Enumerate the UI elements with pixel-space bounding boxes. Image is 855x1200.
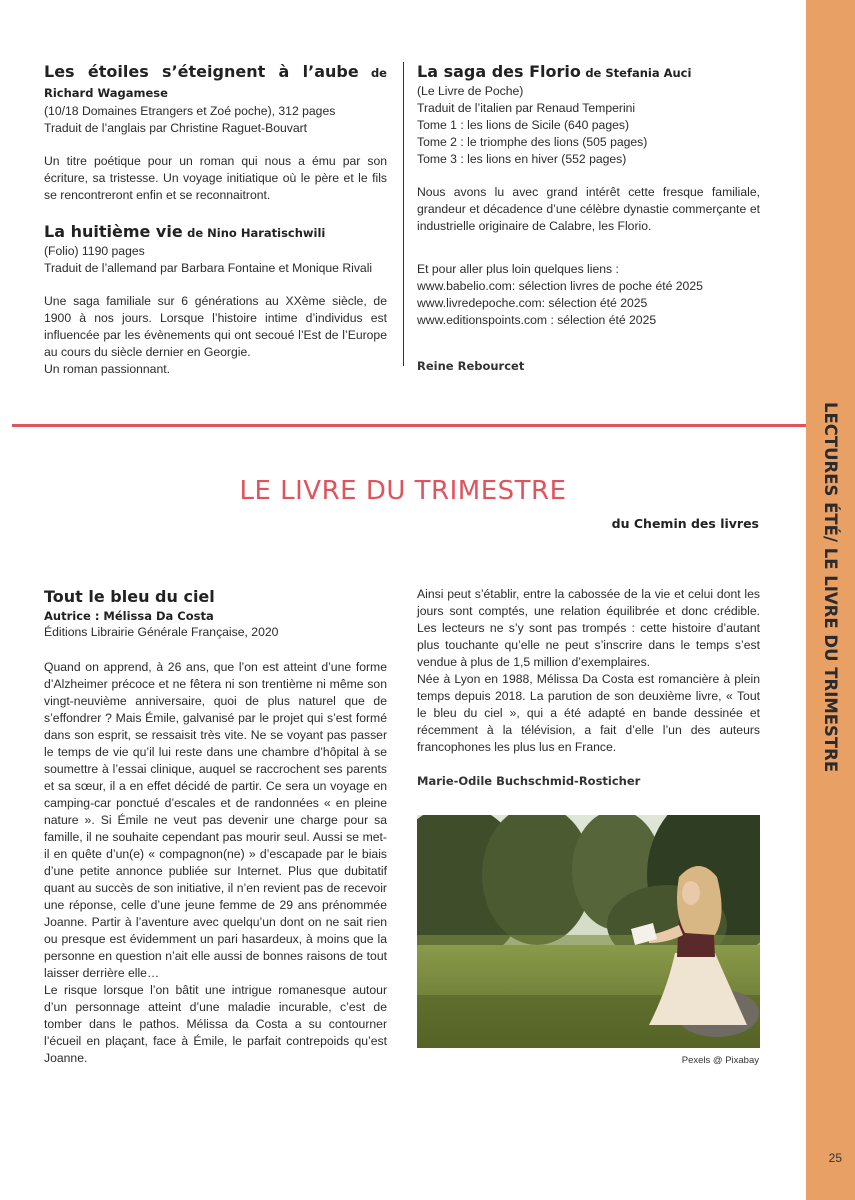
feature-paragraph: Née à Lyon en 1988, Mélissa Da Costa est romancière à plein temps depuis 2018. La parution de son deuxième livre, « Tout le bleu du ciel », qui a été adapté en bande dessinée et récemment à la télévision, a fait d’elle l’un des auteurs francophones les plus lus en France. [417,672,760,754]
page-number: 25 [828,1151,842,1165]
feature-title: Tout le bleu du ciel [44,587,215,606]
book1-author: de Richard Wagamese [44,66,387,100]
feature-paragraph: Quand on apprend, à 26 ans, que l’on est atteint d’une forme d’Alzheimer précoce et ne fêtera ni son trentième ni même son vingt-neuvième anniversaire, quoi de plus naturel que de s’effondrer ? Mais Émile, galvanisé par le projet qui s’est formé dans son esprit, se ressaisit très vite. Ne se voyant pas passer le temps de vie qu’il lui reste dans une chambre d’hôpital à se soumettre à l’essai clinique, auquel se raccrochent ses parents et sa sœur, il a en effet décidé de partir. Ce sera un voyage en camping-car ponctué d’escales et de randonnées « en pleine nature ». Si Émile ne veut pas devenir une charge pour sa famille, il ne souhaite cependant pas mourir seul. Aussi se met-il en quête d’un(e) « compagnon(ne) » d’escapade par le biais d’une petite annonce publiée sur Internet. Plus que dubitatif quant au succès de son initiative, il n’en revient pas de recevoir une réponse, celle d’une jeune femme de 29 ans prénommée Joanne. Partir à l’aventure avec quelqu’un dont on ne sait rien ou presque est évidemment un pari hasardeux, à moins que la personne en question n’ait elle aussi de bonnes raisons de tout laisser derrière elle… [44,660,387,980]
photo-illustration [417,815,760,1048]
book2-review-end: Un roman passionnant. [44,362,171,376]
signature-reine: Reine Rebourcet [417,359,525,373]
feature-author: Autrice : Mélissa Da Costa [44,609,214,623]
book3-review: Nous avons lu avec grand intérêt cette fresque familiale, grandeur et décadence d’une célèbre dynastie commerçante et industrielle originaire de Calabre, les Florio. [417,185,760,233]
book3-line: Tome 3 : les lions en hiver (552 pages) [417,152,627,166]
book3-line: Tome 1 : les lions de Sicile (640 pages) [417,118,630,132]
side-tab-label-wrap [806,401,855,773]
section-divider [12,424,806,427]
section-subtitle: du Chemin des livres [611,516,759,531]
book1-translator: Traduit de l’anglais par Christine Raguet-Bouvart [44,121,308,135]
link-editionspoints: www.editionspoints.com : sélection été 2025 [417,313,657,327]
book1-title: Les étoiles s’éteignent à l’aube [44,62,359,81]
book2-review: Une saga familiale sur 6 générations au XXème siècle, de 1900 à nos jours. Lorsque l’histoire intime d’individus est influencée par les évènements qui ont secoué l’Est de l’Europe au cours du siècle dernier en Georgie. [44,294,387,359]
book2-heading [44,222,387,243]
column-divider [403,62,404,366]
feature-paragraph: Le risque lorsque l’on bâtit une intrigue romanesque autour d’un personnage atteint d’une maladie incurable, c’est de tomber dans le pathos. Mélissa da Costa a su contourner l’écueil en plaçant, face à Émile, le parfait contrepoids qu’est Joanne. [44,983,387,1065]
book3-line: (Le Livre de Poche) [417,84,524,98]
book3-line: Tome 2 : le triomphe des lions (505 pages) [417,135,648,149]
feature-right-column [417,586,760,788]
link-babelio: www.babelio.com: sélection livres de poche été 2025 [417,279,703,293]
signature-marie-odile: Marie-Odile Buchschmid-Rosticher [417,774,641,788]
top-right-column [417,62,760,373]
book3-line: Traduit de l’italien par Renaud Temperini [417,101,636,115]
book1-review: Un titre poétique pour un roman qui nous a ému par son écriture, sa tristesse. Un voyage initiatique où le père et le fils se rencontreront enfin et se reconnaitront. [44,154,387,202]
book3-title: La saga des Florio [417,62,581,81]
book2-title: La huitième vie [44,222,183,241]
links-intro: Et pour aller plus loin quelques liens : [417,262,619,276]
side-tab-label: LECTURES ÉTÉ/ LE LIVRE DU TRIMESTRE [821,401,840,773]
feature-publisher: Éditions Librairie Générale Française, 2020 [44,625,279,639]
photo-caption: Pexels @ Pixabay [681,1055,759,1066]
book3-author: de Stefania Auci [585,66,692,80]
feature-paragraph: Ainsi peut s’établir, entre la cabossée de la vie et celui dont les jours sont comptés, une relation équilibrée et donc crédible. Les lecteurs ne s’y sont pas trompés : cette histoire d’autant plus touchante qu’elle ne peut s’inscrire dans le temps s’est vendue à plus de 1,5 million d’exemplaires. [417,587,760,669]
book3-heading [417,62,760,83]
top-left-column [44,62,387,378]
feature-left-column [44,586,387,1067]
book1-edition: (10/18 Domaines Etrangers et Zoé poche), 312 pages [44,104,336,118]
book2-translator: Traduit de l’allemand par Barbara Fontaine et Monique Rivali [44,261,373,275]
book1-heading [44,62,387,103]
section-title: LE LIVRE DU TRIMESTRE [239,476,567,506]
book2-author: de Nino Haratischwili [187,226,326,240]
photo-woman-reading [417,815,760,1048]
book2-edition: (Folio) 1190 pages [44,244,145,258]
link-livredepoche: www.livredepoche.com: sélection été 2025 [417,296,648,310]
